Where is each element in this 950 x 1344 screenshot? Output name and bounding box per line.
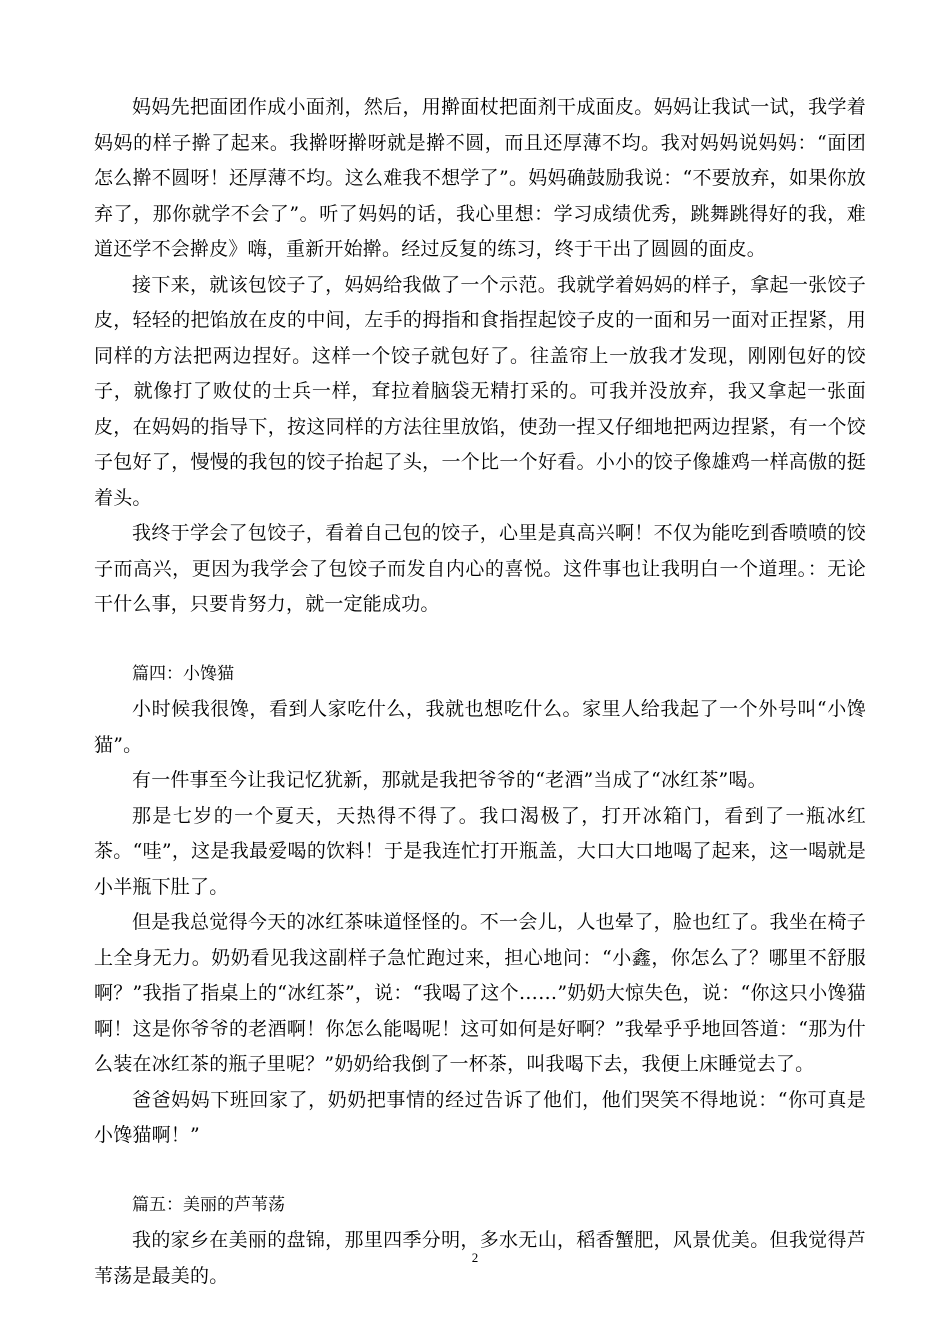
paragraph: 小时候我很馋，看到人家吃什么，我就也想吃什么。家里人给我起了一个外号叫“小馋猫”。	[94, 698, 866, 756]
paragraph: 妈妈先把面团作成小面剂，然后，用擀面杖把面剂干成面皮。妈妈让我试一试，我学着妈妈的样子擀了起来。我擀呀擀呀就是擀不圆，而且还厚薄不均。我对妈妈说妈妈：“面团怎么擀不圆呀！还厚薄不均。这么难我不想学了”。妈妈确鼓励我说：“不要放弃，如果你放弃了，那你就学不会了”。听了妈妈的话，我心里想：学习成绩优秀，跳舞跳得好的我，难道还学不会擀皮》嗨，重新开始擀。经过反复的练习，终于干出了圆圆的面皮。	[94, 96, 866, 260]
paragraph: 那是七岁的一个夏天，天热得不得了。我口渴极了，打开冰箱门，看到了一瓶冰红茶。“哇”，这是我最爱喝的饮料！于是我连忙打开瓶盖，大口大口地喝了起来，这一喝就是小半瓶下肚了。	[94, 804, 866, 898]
section-gap	[94, 1154, 866, 1188]
document-body	[94, 90, 866, 1294]
section-gap	[94, 623, 866, 657]
paragraph: 有一件事至今让我记忆犹新，那就是我把爷爷的“老酒”当成了“冰红茶”喝。	[132, 769, 767, 791]
section-heading: 篇四：小馋猫	[132, 663, 234, 684]
paragraph: 我终于学会了包饺子，看着自己包的饺子，心里是真高兴啊！不仅为能吃到香喷喷的饺子而高兴，更因为我学会了包饺子而发自内心的喜悦。这件事也让我明白一个道理。：无论干什么事，只要肯努力，就一定能成功。	[94, 522, 866, 615]
paragraph: 爸爸妈妈下班回家了，奶奶把事情的经过告诉了他们，他们哭笑不得地说：“你可真是小馋猫啊！”	[94, 1088, 866, 1146]
page-number: 2	[471, 1250, 479, 1265]
paragraph: 接下来，就该包饺子了，妈妈给我做了一个示范。我就学着妈妈的样子，拿起一张饺子皮，轻轻的把馅放在皮的中间，左手的拇指和食指捏起饺子皮的一面和另一面对正捏紧，用同样的方法把两边捏好。这样一个饺子就包好了。往盖帘上一放我才发现，刚刚包好的饺子，就像打了败仗的士兵一样，耷拉着脑袋无精打采的。可我并没放弃，我又拿起一张面皮，在妈妈的指导下，按这同样的方法往里放馅，使劲一捏又仔细地把两边捏紧，有一个饺子包好了，慢慢的我包的饺子抬起了头，一个比一个好看。小小的饺子像雄鸡一样高傲的挺着头。	[94, 273, 866, 509]
paragraph: 但是我总觉得今天的冰红茶味道怪怪的。不一会儿，人也晕了，脸也红了。我坐在椅子上全身无力。奶奶看见我这副样子急忙跑过来，担心地问：“小鑫，你怎么了？哪里不舒服啊？”我指了指桌上的“冰红茶”，说：“我喝了这个……”奶奶大惊失色，说：“你这只小馋猫啊！这是你爷爷的老酒啊！你怎么能喝呢！这可如何是好啊？”我晕乎乎地回答道：“那为什么装在冰红茶的瓶子里呢？”奶奶给我倒了一杯茶，叫我喝下去，我便上床睡觉去了。	[94, 911, 866, 1075]
section-heading: 篇五：美丽的芦苇荡	[132, 1194, 285, 1215]
paragraph: 我的家乡在美丽的盘锦，那里四季分明，多水无山，稻香蟹肥，风景优美。但我觉得芦苇荡是最美的。	[94, 1229, 866, 1287]
